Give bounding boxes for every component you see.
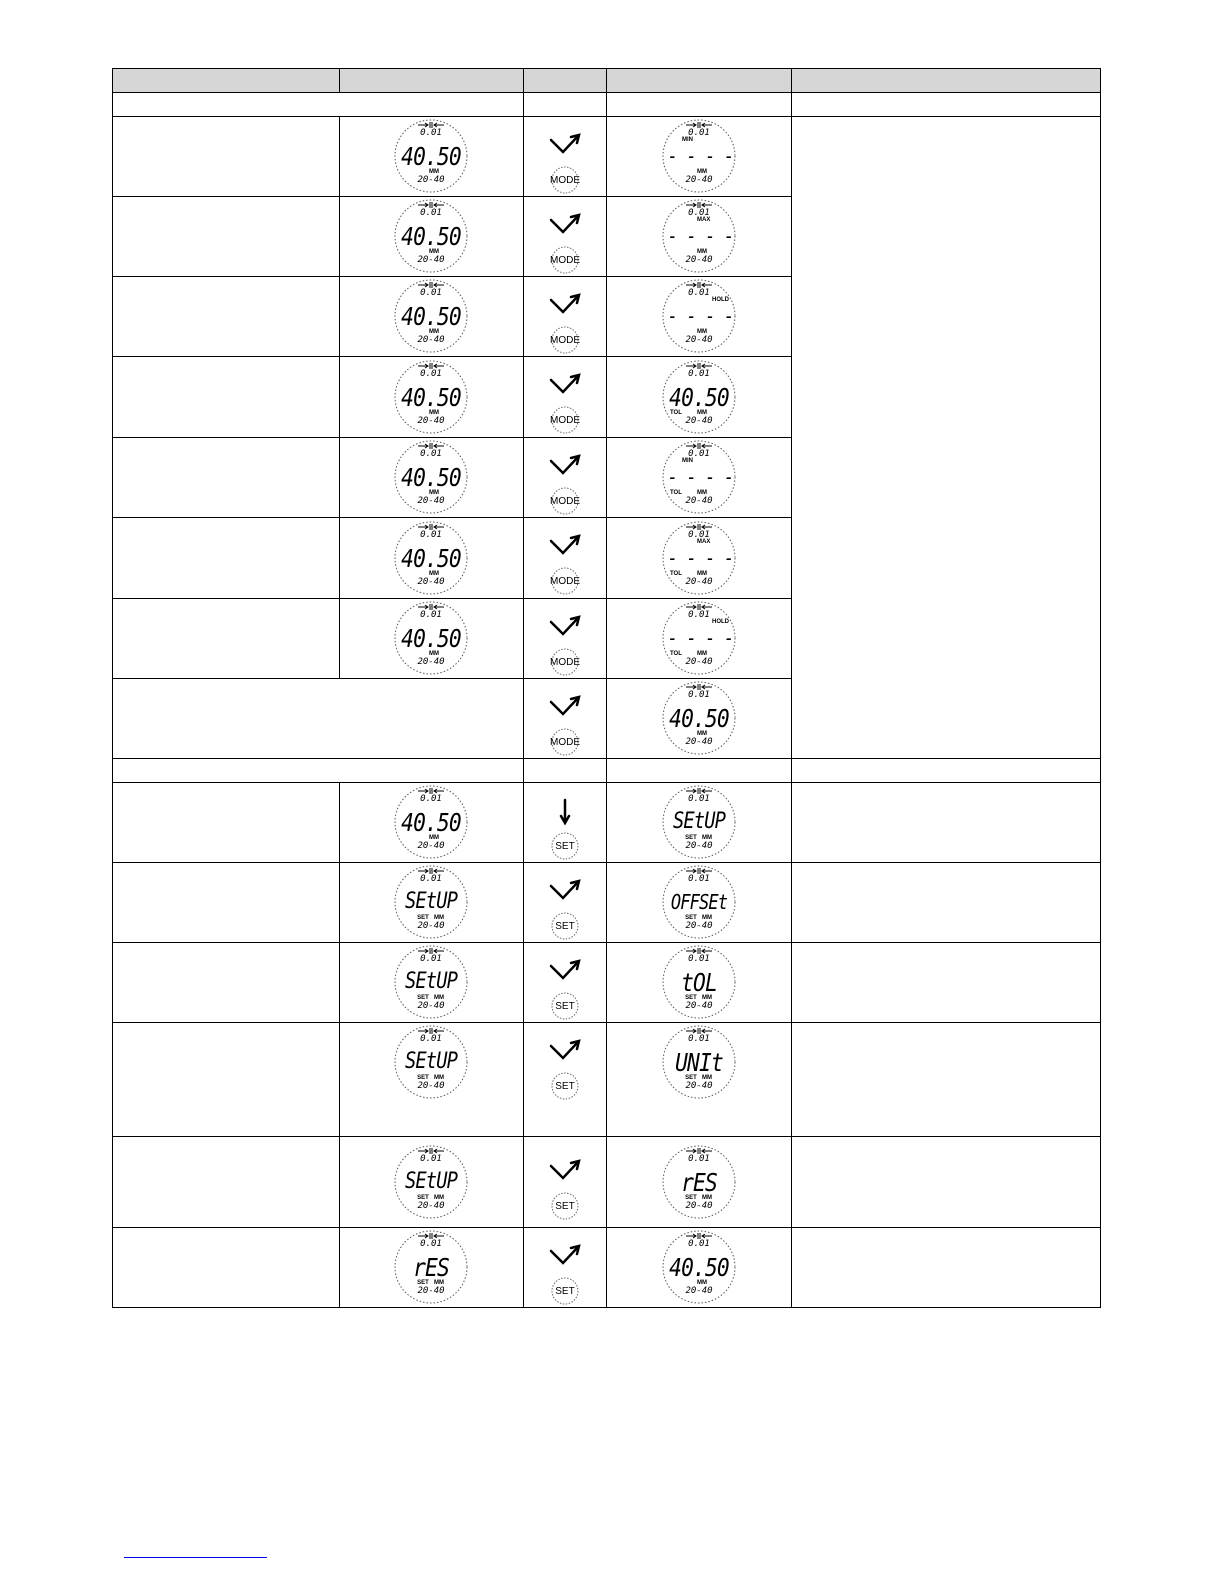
procedure-table (112, 68, 1101, 1308)
lcd-unit: MM (702, 1075, 712, 1081)
press-arrow-icon (551, 881, 579, 898)
display-before (394, 440, 468, 514)
table-vline (523, 782, 524, 1308)
lcd-unit: MM (697, 651, 707, 657)
display-after (662, 360, 736, 434)
table-vline (606, 782, 607, 1308)
press-arrow-icon (551, 375, 579, 392)
lcd-main-readout: 40.50 (401, 807, 461, 837)
lcd-resolution: 0.01 (688, 128, 710, 138)
lcd-resolution: 0.01 (420, 128, 442, 138)
lcd-unit: MM (429, 329, 439, 335)
lcd-resolution: 0.01 (420, 954, 442, 964)
set-button[interactable] (545, 798, 585, 860)
lcd-range: 20-40 (417, 1286, 445, 1296)
lcd-set-indicator: SET (417, 1195, 429, 1201)
lcd-tol-indicator: TOL (670, 490, 682, 496)
display-before (394, 865, 468, 939)
display-before (394, 1145, 468, 1219)
lcd-main-readout: tOL (681, 967, 717, 997)
lcd-main-readout: SEtUP (404, 1169, 458, 1194)
lcd-resolution: 0.01 (688, 288, 710, 298)
lcd-range: 20-40 (685, 175, 713, 185)
display-after (662, 279, 736, 353)
lcd-set-indicator: SET (417, 1280, 429, 1286)
lcd-range: 20-40 (417, 175, 445, 185)
lcd-resolution: 0.01 (420, 1034, 442, 1044)
lcd-main-readout: 40.50 (669, 703, 729, 733)
button-label: MODE (550, 335, 580, 346)
lcd-main-readout: OFFSEt (670, 890, 728, 914)
lcd-resolution: 0.01 (420, 449, 442, 459)
table-vline (523, 758, 524, 783)
lcd-unit: MM (434, 915, 444, 921)
lcd-unit: MM (697, 731, 707, 737)
lcd-unit: MM (702, 835, 712, 841)
lcd-main-readout: 40.50 (401, 462, 461, 492)
lcd-range: 20-40 (417, 255, 445, 265)
lcd-unit: MM (702, 995, 712, 1001)
table-vline (1100, 68, 1101, 1308)
table-vline (791, 782, 792, 1308)
lcd-resolution: 0.01 (688, 369, 710, 379)
table-vline (523, 92, 524, 117)
set-button[interactable] (545, 1243, 585, 1305)
lcd-resolution: 0.01 (420, 1154, 442, 1164)
lcd-set-indicator: SET (417, 995, 429, 1001)
lcd-unit: MM (429, 410, 439, 416)
button-label: MODE (550, 255, 580, 266)
mode-button[interactable] (545, 292, 585, 354)
lcd-main-readout: - - - - (667, 546, 734, 570)
lcd-unit: MM (434, 1280, 444, 1286)
lcd-main-readout: - - - - (667, 144, 734, 168)
table-vline (606, 678, 607, 759)
display-before (394, 119, 468, 193)
lcd-range: 20-40 (685, 1286, 713, 1296)
lcd-main-readout: - - - - (667, 626, 734, 650)
display-before (394, 785, 468, 859)
table-vline (606, 758, 607, 783)
footer-link-underline[interactable] (124, 1557, 267, 1558)
lcd-set-indicator: SET (685, 1075, 697, 1081)
lcd-resolution: 0.01 (420, 369, 442, 379)
button-label: SET (555, 1081, 575, 1092)
lcd-resolution: 0.01 (688, 449, 710, 459)
table-vline (523, 678, 524, 759)
table-vline (112, 68, 113, 1308)
table-vline (523, 116, 524, 679)
lcd-main-readout: 40.50 (669, 1252, 729, 1282)
button-label: MODE (550, 737, 580, 748)
display-before (394, 945, 468, 1019)
lcd-resolution: 0.01 (420, 794, 442, 804)
lcd-main-readout: UNIt (675, 1047, 723, 1077)
lcd-set-indicator: SET (417, 915, 429, 921)
lcd-resolution: 0.01 (688, 1034, 710, 1044)
lcd-range: 20-40 (417, 335, 445, 345)
lcd-main-readout: SEtUP (404, 889, 458, 914)
lcd-range: 20-40 (417, 577, 445, 587)
display-before (394, 1230, 468, 1304)
lcd-resolution: 0.01 (420, 874, 442, 884)
lcd-mode-indicator: MAX (697, 539, 711, 545)
lcd-unit: MM (697, 490, 707, 496)
lcd-main-readout: rES (413, 1252, 449, 1282)
button-label: SET (555, 1001, 575, 1012)
display-before (394, 521, 468, 595)
lcd-resolution: 0.01 (688, 208, 710, 218)
button-label: SET (555, 1286, 575, 1297)
lcd-main-readout: rES (681, 1167, 717, 1197)
lcd-tol-indicator: TOL (670, 651, 682, 657)
display-after (662, 199, 736, 273)
lcd-range: 20-40 (685, 1081, 713, 1091)
mode-button[interactable] (545, 372, 585, 434)
lcd-unit: MM (429, 490, 439, 496)
lcd-resolution: 0.01 (420, 530, 442, 540)
lcd-range: 20-40 (685, 1001, 713, 1011)
lcd-mode-indicator: MIN (682, 458, 693, 464)
lcd-mode-indicator: HOLD (712, 619, 729, 625)
lcd-range: 20-40 (685, 657, 713, 667)
lcd-main-readout: 40.50 (401, 623, 461, 653)
lcd-mode-indicator: MIN (682, 137, 693, 143)
lcd-range: 20-40 (417, 1081, 445, 1091)
lcd-main-readout: 40.50 (401, 543, 461, 573)
lcd-unit: MM (434, 995, 444, 1001)
lcd-unit: MM (702, 1195, 712, 1201)
lcd-main-readout: SEtUP (672, 809, 726, 834)
lcd-main-readout: 40.50 (401, 301, 461, 331)
lcd-main-readout: - - - - (667, 304, 734, 328)
lcd-unit: MM (429, 651, 439, 657)
down-arrow-icon (561, 800, 569, 823)
lcd-resolution: 0.01 (420, 288, 442, 298)
table-vline (606, 92, 607, 117)
press-arrow-icon (551, 961, 579, 978)
lcd-mode-indicator: MAX (697, 217, 711, 223)
display-after (662, 785, 736, 859)
lcd-resolution: 0.01 (420, 208, 442, 218)
display-before (394, 279, 468, 353)
lcd-tol-indicator: TOL (670, 410, 682, 416)
lcd-main-readout: SEtUP (404, 1049, 458, 1074)
lcd-main-readout: SEtUP (404, 969, 458, 994)
display-before (394, 601, 468, 675)
lcd-main-readout: 40.50 (401, 382, 461, 412)
lcd-range: 20-40 (685, 841, 713, 851)
lcd-unit: MM (697, 571, 707, 577)
lcd-resolution: 0.01 (420, 610, 442, 620)
table-vline (339, 68, 340, 93)
button-label: SET (555, 841, 575, 852)
lcd-range: 20-40 (685, 416, 713, 426)
set-button[interactable] (545, 1038, 585, 1100)
lcd-range: 20-40 (417, 1201, 445, 1211)
lcd-resolution: 0.01 (688, 610, 710, 620)
display-after (662, 440, 736, 514)
lcd-main-readout: 40.50 (669, 382, 729, 412)
button-label: SET (555, 921, 575, 932)
table-vline (523, 68, 524, 93)
lcd-resolution: 0.01 (688, 954, 710, 964)
table-vline (339, 782, 340, 1308)
display-before (394, 360, 468, 434)
button-label: MODE (550, 496, 580, 507)
lcd-unit: MM (697, 249, 707, 255)
display-after (662, 1145, 736, 1219)
press-arrow-icon (551, 135, 579, 152)
lcd-range: 20-40 (685, 335, 713, 345)
lcd-set-indicator: SET (685, 915, 697, 921)
mode-button[interactable] (545, 453, 585, 515)
press-arrow-icon (551, 1041, 579, 1058)
lcd-mode-indicator: HOLD (712, 297, 729, 303)
lcd-unit: MM (429, 169, 439, 175)
table-vline (791, 758, 792, 783)
mode-button[interactable] (545, 132, 585, 194)
lcd-range: 20-40 (685, 255, 713, 265)
lcd-resolution: 0.01 (688, 1239, 710, 1249)
lcd-set-indicator: SET (417, 1075, 429, 1081)
table-vline (606, 68, 607, 93)
lcd-range: 20-40 (685, 921, 713, 931)
lcd-unit: MM (434, 1075, 444, 1081)
lcd-range: 20-40 (417, 1001, 445, 1011)
lcd-unit: MM (429, 249, 439, 255)
lcd-main-readout: 40.50 (401, 221, 461, 251)
lcd-resolution: 0.01 (420, 1239, 442, 1249)
lcd-range: 20-40 (685, 1201, 713, 1211)
lcd-resolution: 0.01 (688, 690, 710, 700)
button-label: MODE (550, 175, 580, 186)
button-label: SET (555, 1201, 575, 1212)
button-label: MODE (550, 415, 580, 426)
lcd-unit: MM (697, 169, 707, 175)
display-before (394, 1025, 468, 1099)
mode-button[interactable] (545, 212, 585, 274)
button-label: MODE (550, 657, 580, 668)
lcd-range: 20-40 (685, 737, 713, 747)
lcd-resolution: 0.01 (688, 794, 710, 804)
press-arrow-icon (551, 536, 579, 553)
lcd-range: 20-40 (417, 416, 445, 426)
mode-button[interactable] (545, 694, 585, 756)
display-after (662, 681, 736, 755)
lcd-range: 20-40 (417, 496, 445, 506)
lcd-set-indicator: SET (685, 995, 697, 1001)
lcd-unit: MM (697, 1280, 707, 1286)
lcd-unit: MM (702, 915, 712, 921)
display-after (662, 601, 736, 675)
lcd-unit: MM (434, 1195, 444, 1201)
press-arrow-icon (551, 295, 579, 312)
mode-button[interactable] (545, 614, 585, 676)
press-arrow-icon (551, 1246, 579, 1263)
display-after (662, 119, 736, 193)
display-before (394, 199, 468, 273)
table-vline (339, 116, 340, 679)
button-label: MODE (550, 576, 580, 587)
lcd-tol-indicator: TOL (670, 571, 682, 577)
press-arrow-icon (551, 456, 579, 473)
display-after (662, 945, 736, 1019)
table-vline (791, 68, 792, 93)
mode-button[interactable] (545, 533, 585, 595)
display-after (662, 1230, 736, 1304)
set-button[interactable] (545, 1158, 585, 1220)
press-arrow-icon (551, 697, 579, 714)
lcd-resolution: 0.01 (688, 874, 710, 884)
set-button[interactable] (545, 958, 585, 1020)
lcd-set-indicator: SET (685, 1195, 697, 1201)
lcd-set-indicator: SET (685, 835, 697, 841)
table-vline (606, 116, 607, 679)
set-button[interactable] (545, 878, 585, 940)
remarks-merged-cell (792, 117, 1100, 758)
press-arrow-icon (551, 215, 579, 232)
table-vline (791, 92, 792, 117)
lcd-resolution: 0.01 (688, 530, 710, 540)
lcd-range: 20-40 (417, 841, 445, 851)
lcd-resolution: 0.01 (688, 1154, 710, 1164)
lcd-range: 20-40 (417, 921, 445, 931)
lcd-range: 20-40 (685, 577, 713, 587)
lcd-unit: MM (429, 835, 439, 841)
lcd-unit: MM (697, 329, 707, 335)
lcd-range: 20-40 (417, 657, 445, 667)
display-after (662, 521, 736, 595)
lcd-main-readout: - - - - (667, 224, 734, 248)
lcd-unit: MM (697, 410, 707, 416)
lcd-main-readout: - - - - (667, 465, 734, 489)
lcd-range: 20-40 (685, 496, 713, 506)
lcd-unit: MM (429, 571, 439, 577)
display-after (662, 1025, 736, 1099)
press-arrow-icon (551, 1161, 579, 1178)
press-arrow-icon (551, 617, 579, 634)
lcd-main-readout: 40.50 (401, 141, 461, 171)
display-after (662, 865, 736, 939)
